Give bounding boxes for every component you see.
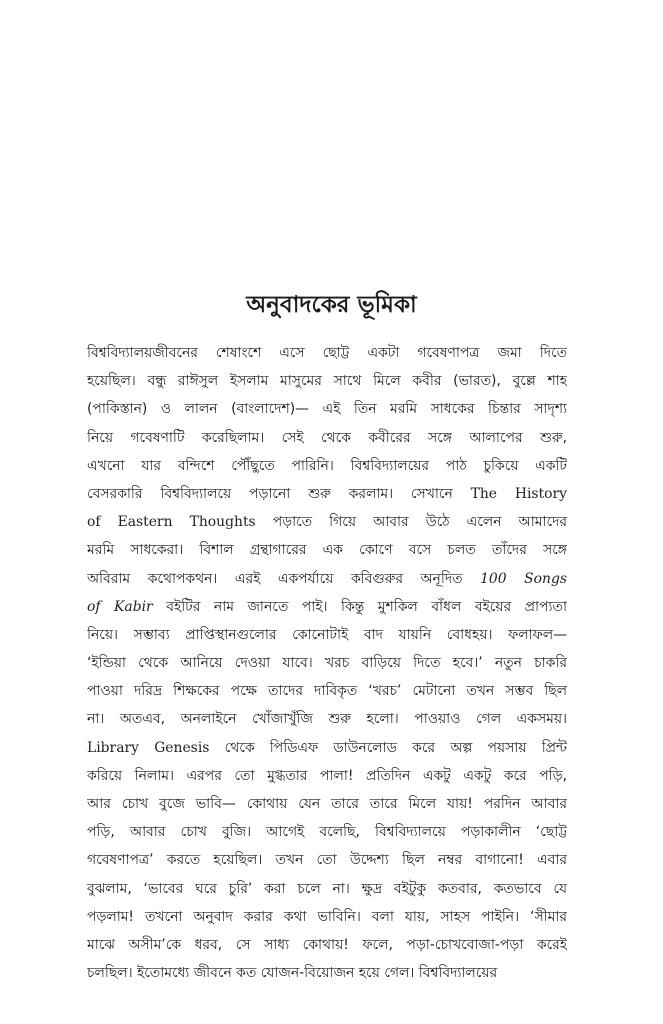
text-line xyxy=(87,452,567,480)
line-text: (পাকিস্তান) ও লালন (বাংলাদেশ)— এই তিন মরমি সাধকের চিন্তার সাদৃশ্য xyxy=(87,401,567,418)
line-text: চলছিল। ইতোমধ্যে জীবনে কত যোজন-বিয়োজন হয়ে গেল। বিশ্ববিদ্যালয়ের xyxy=(87,965,498,982)
body-paragraph xyxy=(87,339,567,987)
line-text: বিশ্ববিদ্যালয়জীবনের শেষাংশে এসে ছোট্ট একটা গবেষণাপত্র জমা দিতে xyxy=(87,345,567,361)
line-text: পড়লাম! তখনো অনুবাদ করার কথা ভাবিনি। বলা যায়, সাহস পাইনি। ‘সীমার xyxy=(87,908,567,925)
line-text: এখনো যার বন্দিশে পৌঁছুতে পারিনি। বিশ্ববিদ্যালয়ের পাঠ চুকিয়ে একটি xyxy=(87,457,567,474)
line-text: ‘ইন্ডিয়া থেকে আনিয়ে দেওয়া যাবে। খরচ বাড়িয়ে দিতে হবে।’ নতুন চাকরি xyxy=(87,655,567,672)
line-text: নিয়ে গবেষণাটি করেছিলাম। সেই থেকে কবীরের সঙ্গে আলাপের শুরু, xyxy=(87,429,567,446)
text-line xyxy=(87,649,567,677)
text-line xyxy=(87,734,567,762)
text-line xyxy=(87,536,567,564)
line-text: থেকে পিডিএফ ডাউনলোড করে অল্প পয়সায় প্রিন্ট xyxy=(209,739,567,756)
line-text: পড়ি, আবার চোখ বুজি। আগেই বলেছি, বিশ্ববিদ্যালয়ে পড়াকালীন ‘ছোট্ট xyxy=(87,824,567,841)
text-line xyxy=(87,367,567,395)
line-text: করিয়ে নিলাম। এরপর তো মুগ্ধতার পালা! প্রতিদিন একটু একটু করে পড়ি, xyxy=(87,767,567,784)
text-line xyxy=(87,339,567,367)
line-text: The History xyxy=(470,485,567,502)
line-text: of Eastern Thoughts xyxy=(87,514,256,531)
line-text: বুঝলাম, ‘ভাবের ঘরে চুরি’ করা চলে না। ক্ষুদ্র বইটুকু কতবার, কতভাবে যে xyxy=(87,880,567,897)
text-line xyxy=(87,903,567,931)
text-line xyxy=(87,705,567,733)
line-text: পড়াতে গিয়ে আবার উঠে এলেন আমাদের xyxy=(255,514,567,531)
text-line xyxy=(87,395,567,423)
text-line xyxy=(87,621,567,649)
line-text: আর চোখ বুজে ভাবি— কোথায় যেন তারে তারে মিলে যায়! পরদিন আবার xyxy=(87,796,567,812)
text-line xyxy=(87,818,567,846)
line-text: বইটির নাম জানতে পাই। কিন্তু মুশকিল বাঁধল বইয়ের প্রাপ্যতা xyxy=(152,598,567,615)
text-line xyxy=(87,790,567,818)
line-text: বেসরকারি বিশ্ববিদ্যালয়ে পড়ানো শুরু করলাম। সেখানে xyxy=(87,485,471,502)
line-text: অবিরাম কথোপকথন। এরই একপর্যায়ে কবিগুরুর অনূদিত xyxy=(87,570,481,587)
line-text: Library Genesis xyxy=(87,739,210,756)
text-line xyxy=(87,762,567,790)
text-line xyxy=(87,424,567,452)
text-line xyxy=(87,480,567,508)
line-text: নিয়ে। সম্ভাব্য প্রাপ্তিস্থানগুলোর কোনোটাই বাদ যায়নি বোধহয়। ফলাফল— xyxy=(87,626,567,643)
line-text: মাঝে অসীম’কে ধরব, সে সাধ্য কোথায়! ফলে, পড়া-চোখবোজা-পড়া করেই xyxy=(87,936,567,953)
italic-title-text: of Kabir xyxy=(87,598,153,615)
line-text: গবেষণাপত্র’ করতে হয়েছিল। তখন তো উদ্দেশ্য ছিল নম্বর বাগানো! এবার xyxy=(87,852,567,869)
chapter-title: অনুবাদকের ভূমিকা xyxy=(246,292,417,318)
text-line xyxy=(87,875,567,903)
text-line xyxy=(87,677,567,705)
line-text: হয়েছিল। বন্ধু রাঈসুল ইসলাম মাসুমের সাথে মিলে কবীর (ভারত), বুল্লে শাহ xyxy=(87,373,567,390)
line-text: পাওয়া দরিদ্র শিক্ষকের পক্ষে তাদের দাবিকৃত ‘খরচ’ মেটানো তখন সম্ভব ছিল xyxy=(87,683,567,700)
text-line xyxy=(87,959,567,987)
line-text: মরমি সাধকেরা। বিশাল গ্রন্থাগারের এক কোণে বসে চলত তাঁদের সঙ্গে xyxy=(87,542,567,559)
text-line xyxy=(87,931,567,959)
text-line xyxy=(87,565,567,593)
text-line xyxy=(87,846,567,874)
text-line xyxy=(87,508,567,536)
line-text: না। অতএব, অনলাইনে খোঁজাখুঁজি শুরু হলো। পাওয়াও গেল একসময়। xyxy=(87,711,567,728)
italic-title-text: 100 Songs xyxy=(480,570,567,587)
text-line xyxy=(87,593,567,621)
